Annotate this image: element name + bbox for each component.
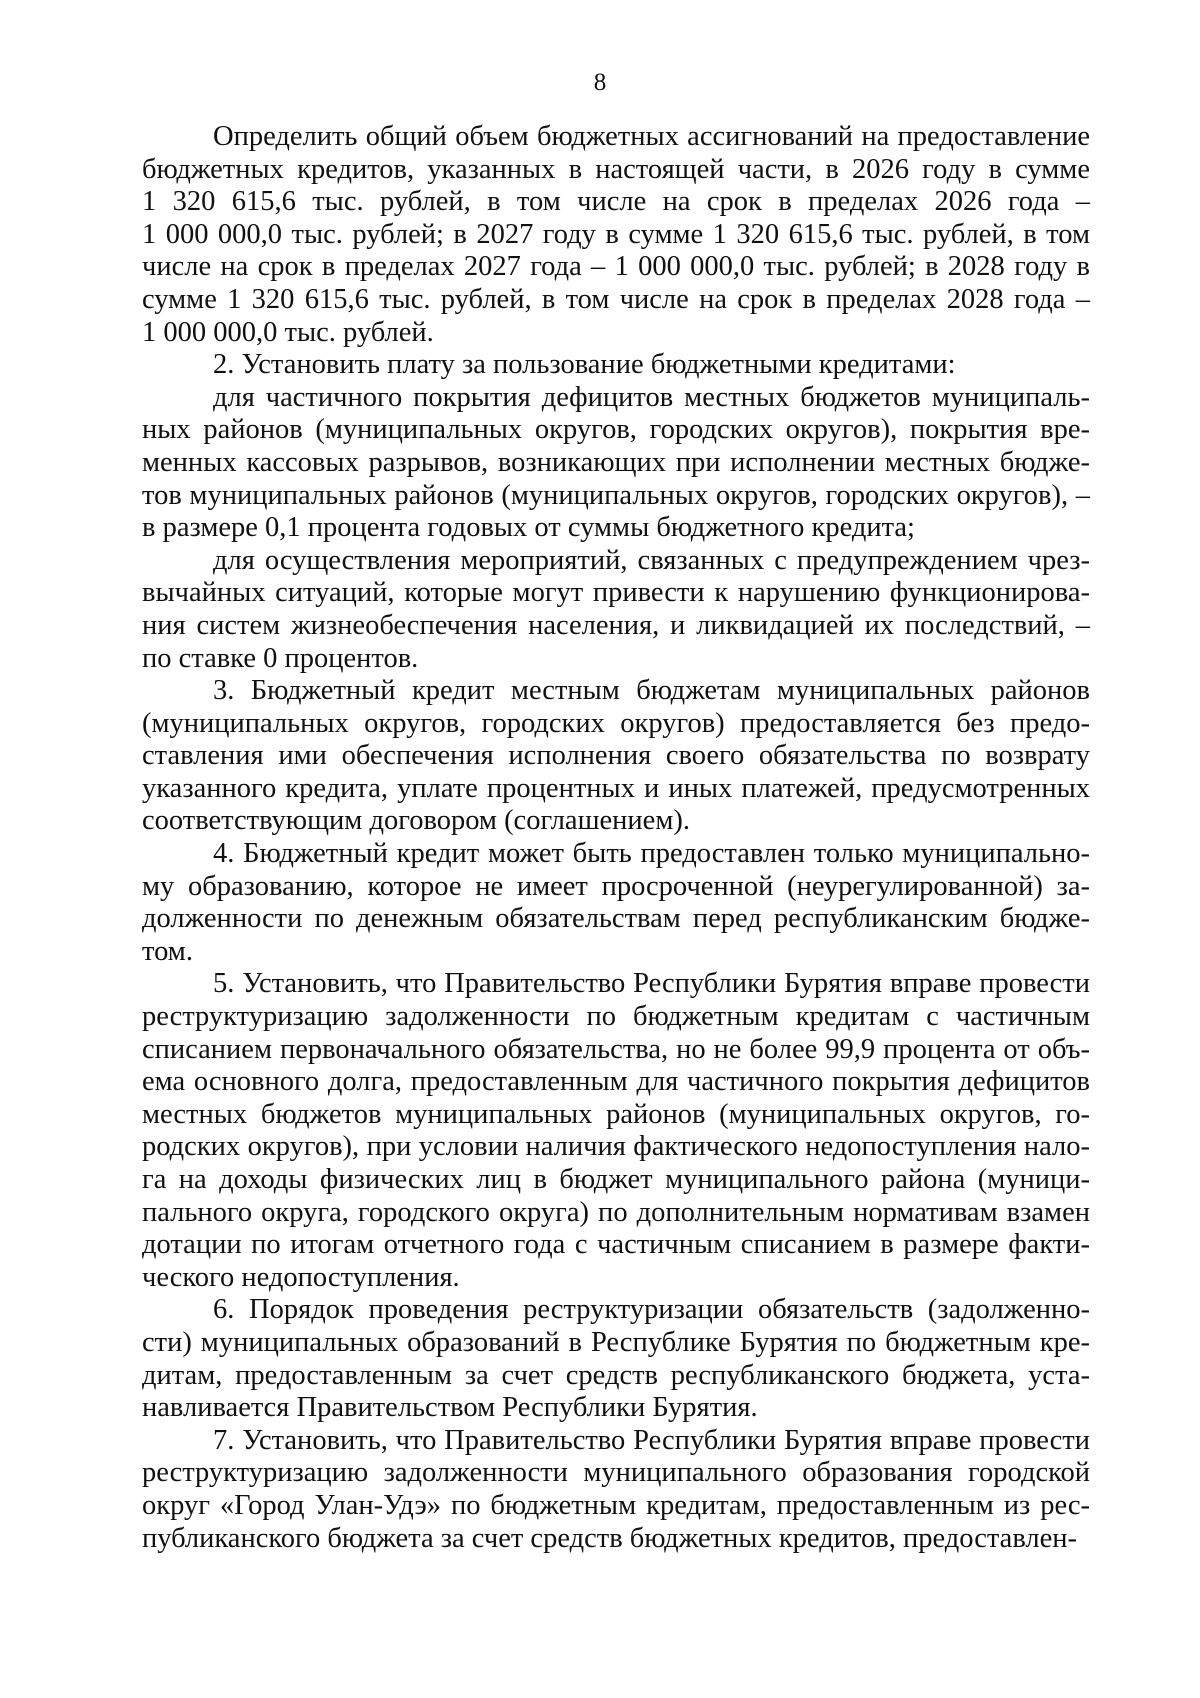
text-line: родских округов), при условии наличия фактического недопоступления нало- [142,1131,1090,1163]
text-line: указанного кредита, уплате процентных и иных платежей, предусмотренных [142,772,1090,804]
text-line: в размере 0,1 процента годовых от суммы бюджетного кредита; [142,512,915,544]
text-line: реструктуризацию задолженности по бюджетным кредитам с частичным [142,1001,1090,1033]
text-line: соответствующим договором (соглашением). [142,805,690,837]
text-line: том. [142,935,193,967]
text-line: тов муниципальных районов (муниципальных округов, городских округов), – [142,479,1090,511]
text-line: 3. Бюджетный кредит местным бюджетам муниципальных районов [213,675,1090,707]
text-line: дотации по итогам отчетного года с частичным списанием в размере факти- [142,1229,1090,1261]
paragraph-item-5 [142,968,1090,1294]
text-line: му образованию, которое не имеет просроченной (неурегулированной) за- [142,870,1090,902]
text-line: га на доходы физических лиц в бюджет муниципального района (муници- [142,1164,1090,1195]
text-line: местных бюджетов муниципальных районов (муниципальных округов, го- [142,1098,1090,1130]
text-line: 6. Порядок проведения реструктуризации обязательств (задолженно- [213,1294,1090,1326]
text-line: ческого недопоступления. [142,1261,460,1293]
text-line: ема основного долга, предоставленным для частичного покрытия дефицитов [142,1066,1090,1098]
paragraph-item-2 [142,349,1090,382]
text-line: сумме 1 320 615,6 тыс. рублей, в том числе на срок в пределах 2028 года – [142,283,1090,315]
text-line: 2. Установить плату за пользование бюджетными кредитами: [213,349,956,381]
text-line: 5. Установить, что Правительство Республики Бурятия вправе провести [213,968,1090,1000]
text-line: ных районов (муниципальных округов, городских округов), покрытия вре- [142,414,1090,446]
paragraph-item-7 [142,1425,1090,1555]
text-line: сти) муниципальных образований в Республике Бурятия по бюджетным кре- [142,1326,1090,1358]
text-line: (муниципальных округов, городских округов) предоставляется без предо- [142,707,1090,739]
text-line: для осуществления мероприятий, связанных с предупреждением чрез- [213,544,1090,576]
text-line: ставления ими обеспечения исполнения своего обязательства по возврату [142,740,1090,772]
text-line: навливается Правительством Республики Бурятия. [142,1392,758,1424]
text-line: числе на срок в пределах 2027 года – 1 000 000,0 тыс. рублей; в 2028 году в [142,251,1090,283]
text-line: менных кассовых разрывов, возникающих при исполнении местных бюдже- [142,446,1090,478]
text-line: списанием первоначального обязательства, но не более 99,9 процента от объ- [142,1033,1090,1065]
paragraph-allocation [142,121,1090,349]
text-line: Определить общий объем бюджетных ассигнований на предоставление [213,121,1090,152]
text-line: для частичного покрытия дефицитов местных бюджетов муниципаль- [213,381,1090,413]
text-line: долженности по денежным обязательствам перед республиканским бюдже- [142,903,1090,935]
page-number: 8 [593,69,607,96]
text-line: 7. Установить, что Правительство Республики Бурятия вправе провести [213,1424,1090,1456]
text-line: округ «Город Улан-Удэ» по бюджетным кредитам, предоставленным из рес- [142,1489,1090,1521]
text-line: дитам, предоставленным за счет средств республиканского бюджета, уста- [142,1359,1090,1391]
text-line: пального округа, городского округа) по дополнительным нормативам взамен [142,1196,1090,1228]
text-line: ния систем жизнеобеспечения населения, и ликвидацией их последствий, – [142,609,1090,641]
paragraph-item-3 [142,675,1090,838]
text-line: реструктуризацию задолженности муниципального образования городской [142,1457,1090,1489]
text-line: 1 000 000,0 тыс. рублей. [142,316,434,348]
text-line: публиканского бюджета за счет средств бюджетных кредитов, предоставлен- [142,1522,1078,1554]
text-line: вычайных ситуаций, которые могут привести к нарушению функционирова- [142,577,1090,609]
text-line: бюджетных кредитов, указанных в настоящей части, в 2026 году в сумме [142,153,1090,185]
text-line: 1 000 000,0 тыс. рублей; в 2027 году в сумме 1 320 615,6 тыс. рублей, в том [142,218,1090,250]
text-line: по ставке 0 процентов. [142,642,419,674]
text-line: 4. Бюджетный кредит может быть предоставлен только муниципально- [213,838,1090,870]
document-body [142,121,1090,1555]
paragraph-item-6 [142,1294,1090,1424]
text-line: 1 320 615,6 тыс. рублей, в том числе на срок в пределах 2026 года – [142,186,1090,218]
paragraph-item-2-a [142,382,1090,545]
paragraph-item-4 [142,838,1090,968]
paragraph-item-2-b [142,545,1090,675]
